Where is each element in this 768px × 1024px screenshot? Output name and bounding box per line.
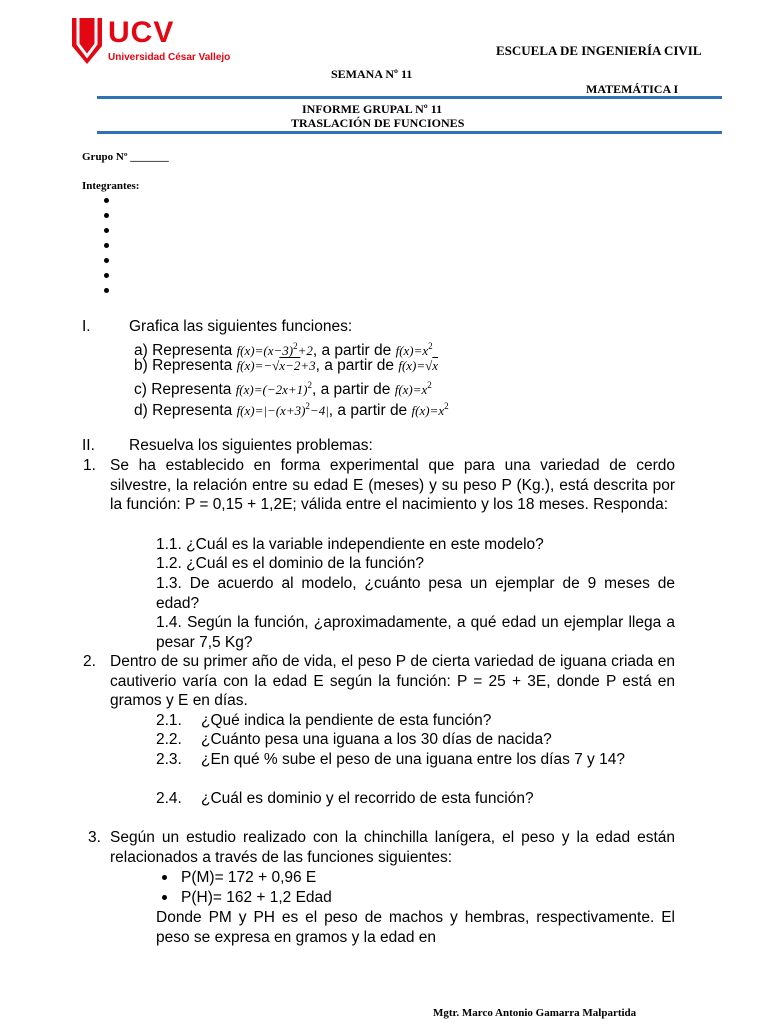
item-mid: , a partir de bbox=[311, 381, 391, 398]
formula-target: f(x)=−√x−2+3 bbox=[236, 358, 316, 373]
problem-1-number: 1. bbox=[83, 457, 96, 474]
footer-author: Mgtr. Marco Antonio Gamarra Malpartida bbox=[433, 1007, 637, 1019]
equation-text: P(H)= 162 + 1,2 Edad bbox=[181, 889, 332, 906]
item-mid: , a partir de bbox=[328, 402, 408, 419]
logo-subtitle: Universidad César Vallejo bbox=[108, 52, 231, 63]
top-rule bbox=[97, 96, 722, 99]
formula-target: $f(x)=|-(x+3)^2-4|$ bbox=[236, 401, 329, 418]
course-label: MATEMÁTICA I bbox=[586, 82, 679, 96]
item-letter: b) bbox=[134, 357, 148, 374]
item-mid: , a partir de bbox=[312, 342, 392, 359]
report-topic: TRASLACIÓN DE FUNCIONES bbox=[291, 116, 465, 130]
formula-target: $f(x)=(-2x+1)^2$ bbox=[235, 380, 312, 397]
item-pre: Representa bbox=[152, 342, 233, 359]
member-bullet bbox=[104, 258, 109, 263]
ucv-shield-icon bbox=[70, 16, 104, 66]
function-item-b bbox=[134, 356, 438, 376]
subquestion bbox=[156, 535, 675, 555]
subquestion bbox=[156, 789, 182, 809]
subquestion-number: 2.2. bbox=[156, 731, 182, 748]
subquestion-number: 2.1. bbox=[156, 712, 182, 729]
function-item-c bbox=[134, 376, 432, 400]
bullet-dot bbox=[162, 875, 167, 880]
week-label: SEMANA Nº 11 bbox=[331, 67, 413, 81]
section-2-numeral: II. bbox=[82, 437, 95, 454]
ucv-logo bbox=[70, 16, 230, 66]
subquestion-text: Según la función, ¿aproximadamente, a qué edad un ejemplar llega a pesar 7,5 Kg? bbox=[156, 614, 676, 651]
formula-target: $f(x)=(x-3)^2+2$ bbox=[236, 341, 313, 358]
problem-1-text: Se ha establecido en forma experimental que para una variedad de cerdo silvestre, la relación entre su edad E (meses) y su peso P (Kg.), está descrita por la función: P = 0,15 + 1,2E; válida entre el nacimiento y los 18 meses. Responda: bbox=[110, 457, 675, 513]
subquestion bbox=[156, 750, 182, 770]
subquestion-number: 2.4. bbox=[156, 790, 182, 807]
subquestion-text: ¿Cuál es la variable independiente en este modelo? bbox=[186, 536, 544, 553]
subquestion bbox=[156, 730, 182, 750]
section-1-title: Grafica las siguientes funciones: bbox=[129, 318, 353, 335]
subquestion-number: 1.2. bbox=[156, 555, 182, 572]
item-letter: d) bbox=[134, 402, 148, 419]
member-bullet bbox=[104, 273, 109, 278]
subquestion-number: 1.3. bbox=[156, 575, 182, 592]
formula-base: $f(x)=x^2$ bbox=[411, 401, 449, 418]
item-letter: c) bbox=[134, 381, 147, 398]
members-label: Integrantes: bbox=[82, 180, 140, 192]
logo-text: UCV bbox=[108, 16, 175, 49]
subquestion-text: De acuerdo al modelo, ¿cuánto pesa un ejemplar de 9 meses de edad? bbox=[156, 575, 675, 612]
formula-base: f(x)=√x bbox=[398, 358, 439, 373]
subquestion-text: ¿Cuánto pesa una iguana a los 30 días de nacida? bbox=[201, 731, 552, 748]
function-item-d bbox=[134, 397, 449, 421]
report-title: INFORME GRUPAL Nº 11 bbox=[302, 102, 443, 116]
section-1-numeral: I. bbox=[82, 318, 91, 335]
section-2-title: Resuelva los siguientes problemas: bbox=[129, 437, 373, 454]
item-pre: Representa bbox=[152, 357, 233, 374]
subquestion bbox=[156, 574, 675, 613]
subquestion bbox=[156, 613, 675, 652]
bottom-rule bbox=[97, 131, 722, 134]
group-label: Grupo Nº _______ bbox=[82, 151, 169, 163]
subquestion-number: 1.1. bbox=[156, 536, 182, 553]
item-pre: Representa bbox=[152, 402, 233, 419]
subquestion-text: ¿Cuál es el dominio de la función? bbox=[186, 555, 424, 572]
equation-bullet bbox=[162, 868, 316, 888]
subquestion-text: ¿Qué indica la pendiente de esta función? bbox=[201, 712, 492, 729]
problem-2-number: 2. bbox=[83, 653, 96, 670]
member-bullet bbox=[104, 243, 109, 248]
subquestion bbox=[156, 711, 182, 731]
formula-base: $f(x)=x^2$ bbox=[394, 380, 432, 397]
equation-bullet bbox=[162, 888, 332, 908]
problem-3-number: 3. bbox=[88, 829, 101, 846]
subquestion-number: 1.4. bbox=[156, 614, 182, 631]
member-bullet bbox=[104, 213, 109, 218]
item-pre: Representa bbox=[151, 381, 232, 398]
member-bullet bbox=[104, 228, 109, 233]
subquestion bbox=[156, 554, 675, 574]
formula-base: $f(x)=x^2$ bbox=[395, 341, 433, 358]
problem-2-text: Dentro de su primer año de vida, el peso P de cierta variedad de iguana criada en cautiverio varía con la edad E según la función: P = 25 + 3E, donde P está en gramos y E en días. bbox=[110, 653, 675, 709]
item-letter: a) bbox=[134, 342, 148, 359]
equation-text: P(M)= 172 + 0,96 E bbox=[181, 869, 317, 886]
subquestion-text: ¿En qué % sube el peso de una iguana entre los días 7 y 14? bbox=[201, 751, 625, 768]
member-bullet bbox=[104, 288, 109, 293]
school-name: ESCUELA DE INGENIERÍA CIVIL bbox=[496, 43, 702, 58]
problem-3-text: Según un estudio realizado con la chinchilla lanígera, el peso y la edad están relacionados a través de las funciones siguientes: bbox=[110, 829, 675, 866]
problem-3-tail: Donde PM y PH es el peso de machos y hembras, respectivamente. El peso se expresa en gramos y la edad en bbox=[156, 909, 675, 946]
subquestion-number: 2.3. bbox=[156, 751, 182, 768]
item-mid: , a partir de bbox=[315, 357, 395, 374]
bullet-dot bbox=[162, 895, 167, 900]
subquestion-text: ¿Cuál es dominio y el recorrido de esta función? bbox=[201, 790, 534, 807]
member-bullet bbox=[104, 198, 109, 203]
